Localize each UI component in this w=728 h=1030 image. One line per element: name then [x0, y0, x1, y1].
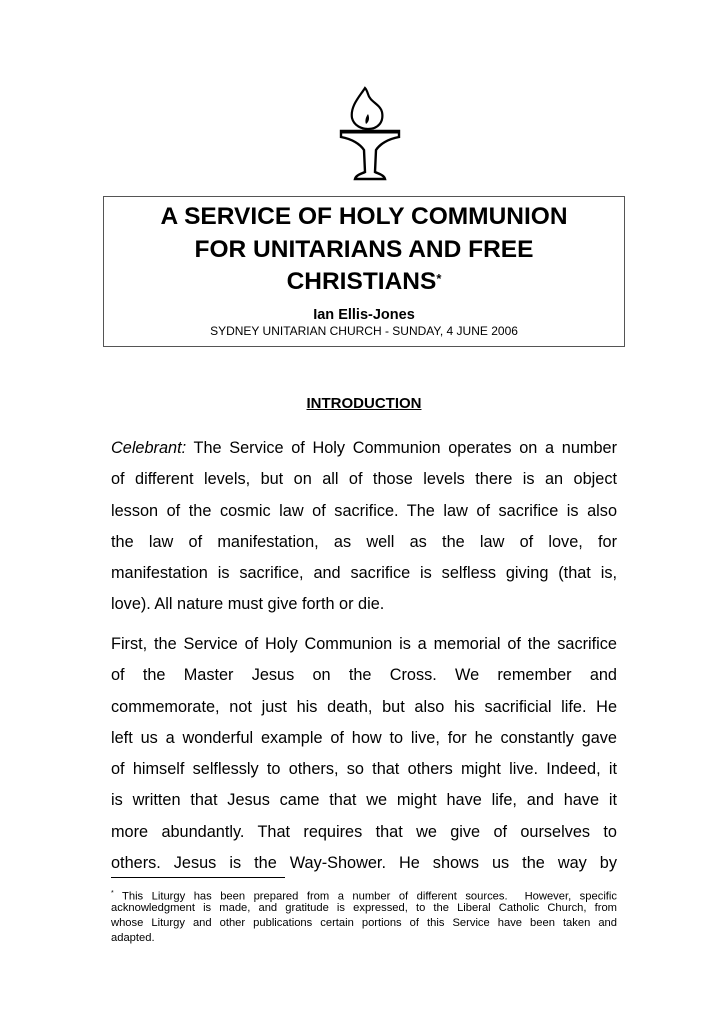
footnote-line: whose Liturgy and other publications certain portions of this Service have been taken and [111, 917, 617, 929]
title-line: A SERVICE OF HOLY COMMUNION [160, 203, 568, 230]
text-line: First, the Service of Holy Communion is a memorial of the sacrifice [111, 635, 617, 653]
text: The Service of Holy Communion operates on a number [186, 439, 617, 457]
title-line-text: CHRISTIANS [286, 268, 437, 295]
subtitle: SYDNEY UNITARIAN CHURCH - SUNDAY, 4 JUNE 2006 [210, 323, 518, 338]
footnote-mark: * [111, 890, 114, 897]
text-line: of the Master Jesus on the Cross. We remember and [111, 666, 617, 685]
text-line: the law of manifestation, as well as the law of love, for [111, 532, 617, 551]
text-line [111, 433, 617, 464]
title-line: FOR UNITARIANS AND FREE [194, 235, 534, 263]
author: Ian Ellis-Jones [313, 306, 415, 323]
footnote-line [111, 886, 617, 901]
flaming-chalice-logo [338, 84, 402, 184]
text-line: lesson of the cosmic law of sacrifice. The law of sacrifice is also [111, 501, 617, 520]
title-line [104, 266, 624, 299]
text: This Liturgy has been prepared from a number of different sources. However, specific [113, 890, 617, 903]
text-line: left us a wonderful example of how to live, for he constantly gave [111, 728, 617, 747]
document-title [104, 201, 624, 299]
text-line: commemorate, not just his death, but also his sacrificial life. He [111, 697, 617, 716]
text-line: more abundantly. That requires that we give of ourselves to [111, 822, 617, 841]
speaker-label: Celebrant: [111, 439, 187, 457]
footnote [111, 886, 617, 946]
paragraph-1 [111, 433, 617, 621]
text-line: manifestation is sacrifice, and sacrifice is selfless giving (that is, [111, 564, 617, 583]
text-line: of different levels, but on all of those levels there is an object [111, 470, 617, 489]
title-box [103, 196, 625, 347]
paragraph-2 [111, 629, 617, 879]
text-line: others. Jesus is the Way-Shower. He shows us the way by [111, 854, 617, 873]
text-line: of himself selflessly to others, so that others might live. Indeed, it [111, 760, 617, 779]
section-heading: INTRODUCTION [306, 395, 422, 412]
footnote-mark: * [436, 271, 442, 286]
footnote-line: acknowledgment is made, and gratitude is expressed, to the Liberal Catholic Church, from [111, 902, 617, 914]
footnote-line: adapted. [111, 932, 155, 944]
text-line: is written that Jesus came that we might have life, and have it [111, 791, 617, 810]
footnote-divider [111, 877, 285, 878]
text-line: love). All nature must give forth or die. [111, 595, 385, 614]
